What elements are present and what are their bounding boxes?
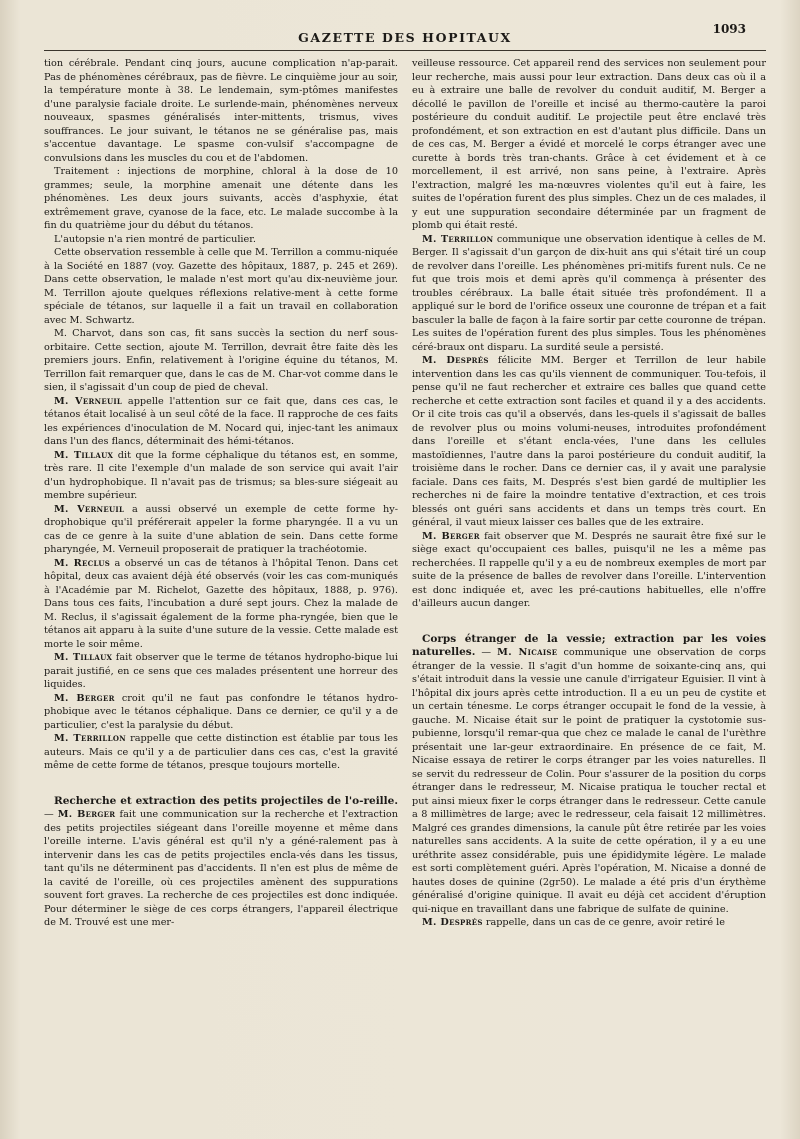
- paragraph: [44, 732, 398, 773]
- paragraph: [44, 327, 398, 395]
- speaker-name: M. Nicaise: [497, 647, 558, 658]
- paragraph-text: Traitement : injections de morphine, chloral à la dose de 10 grammes; seule, la morphine amenait une détente dans les phénomènes. Les deux jours suivants, accès d'asphyxie, état extrêmement grave, cyanose de la face, etc. Le malade succombe à la fin du quatrième jour du début du tétanos.: [44, 166, 398, 231]
- paragraph: [412, 530, 766, 611]
- speaker-name: M. Berger: [57, 809, 116, 820]
- paragraph: [44, 165, 398, 233]
- paragraph-text: croit qu'il ne faut pas confondre le tétanos hydro-phobique avec le tétanos céphalique. Dans ce dernier, ce qu'il y a de particulier, c'est la paralysie du début.: [44, 692, 398, 731]
- paragraph: [412, 57, 766, 233]
- paragraph-text: communique une observation de corps étranger de la vessie. Il s'agit d'un homme de soixante-cinq ans, qui s'était introduit dans la vessie une canule d'irrigateur Eguisier. Il vint à l'hôpital dix jours après cette introduction. Il a eu un peu de cystite et un certain ténesme. Le corps étranger occupait le fond de la vessie, à gauche. M. Nicaise était sur le point de pratiquer la cystotomie sus-pubienne, lorsqu'il remar-qua que chez ce malade le canal de l'urèthre présentait une lar-geur extraordinaire. En présence de ce fait, M. Nicaise essaya de retirer le corps étranger par les voies naturelles. Il se servit du redresseur de Colin. Pour s'assurer de la position du corps étranger dans le redresseur, M. Nicaise pratiqua le toucher rectal et put ainsi mieux fixer le corps étranger dans le redresseur. Cette canule a 8 millimètres de large; avec le redresseur, cela faisait 12 millimètres. Malgré ces grandes dimensions, la canule pût être retirée par les voies naturelles sans accidents. A la suite de cette opération, il y a eu une uréthrite assez considérable, puis une épididymite légère. Le malade est sorti complètement guéri. Après l'opération, M. Nicaise a donné de hautes doses de quinine (2gr50). Le malade a été pris d'un érythème généralisé d'origine quinique. Il avait eu déjà cet accident d'éruption qui-nique en travaillant dans une fabrique de sulfate de quinine.: [412, 647, 766, 915]
- paragraph-text: fait observer que le terme de tétanos hydropho-bique lui parait justifié, en ce sens que ces malades présentent une horreur des liquides.: [44, 652, 398, 690]
- paragraph: [44, 692, 398, 733]
- paragraph-text: dit que la forme céphalique du tétanos est, en somme, très rare. Il cite l'exemple d'un malade de son service qui avait l'air d'un hydrophobique. Il n'avait pas de trismus; sa bles-sure siégeait au membre supérieur.: [44, 449, 398, 501]
- paragraph: [44, 651, 398, 692]
- page-header: [44, 0, 766, 50]
- section-gap: [412, 611, 766, 633]
- paragraph: [44, 449, 398, 503]
- speaker-name: M. Berger: [54, 692, 115, 704]
- paragraph-text: M. Charvot, dans son cas, fit sans succès la section du nerf sous-orbitaire. Cette section, ajoute M. Terrillon, devrait être faite dès les premiers jours. Enfin, relativement à l'origine équine du tétanos, M. Terrillon fait remarquer que, dans le cas de M. Char-vot comme dans le sien, il s'agissait d'un coup de pied de cheval.: [44, 328, 398, 393]
- section-paragraph: Recherche et extraction des petits projectiles de l'o-reille. — M. Berger fait une communication sur la recherche et l'extraction des petits projectiles siégeant dans l'oreille moyenne et même dans l'oreille interne. L'avis général est qu'il n'y a géné-ralement pas à intervenir dans les cas de petits projectiles encla-vés dans les tissus, tant qu'ils ne déterminent pas d'accidents. Il n'en est plus de même de la cavité de l'oreille, où ces projectiles amènent des suppurations souvent fort graves. La recherche de ces projectiles est donc indiquée. Pour déterminer le siège de ces corps étrangers, l'appareil électrique de M. Trouvé est une mer-: [44, 794, 398, 928]
- paragraph-text: rappelle que cette distinction est établie par tous les auteurs. Mais ce qu'il y a de particulier dans ces cas, c'est la gravité même de cette forme de tétanos, presque toujours mortelle.: [44, 733, 398, 771]
- page-number: 1093: [712, 22, 746, 36]
- speaker-name: M. Tillaux: [54, 652, 113, 663]
- paragraph-text: L'autopsie n'a rien montré de particulier.: [54, 233, 256, 245]
- speaker-name: M. Terrillon: [54, 733, 126, 744]
- speaker-name: M. Verneuil: [54, 395, 123, 407]
- speaker-name: M. Després: [422, 917, 483, 928]
- paragraph: [44, 557, 398, 652]
- paragraph-text: fait observer que M. Després ne saurait être fixé sur le siège exact qu'occupaient ces balles, puisqu'il ne les a même pas recherchées. Il rappelle qu'il y a eu de nombreux exemples de mort par suite de la présence de balles de revolver dans l'oreille. L'intervention est donc indiquée et, avec les pré-cautions habituelles, elle n'offre d'ailleurs aucun danger.: [412, 530, 766, 609]
- paragraph: [412, 354, 766, 530]
- left-column: [44, 57, 398, 1127]
- speaker-name: M. Verneuil: [54, 503, 125, 515]
- section-heading: Corps étranger de la vessie; extraction par les voies naturelles.: [412, 632, 766, 658]
- paragraph: [412, 916, 766, 930]
- speaker-name: M. Berger: [422, 530, 480, 542]
- paragraph-text: tion cérébrale. Pendant cinq jours, aucune complication n'ap-parait. Pas de phénomènes cérébraux, pas de fièvre. Le cinquième jour au soir, la température monte à 38. Le lendemain, sym-ptômes manifestes d'une paralysie faciale droite. Le surlende-main, phénomènes nerveux nouveaux, spasmes généralisés inter-mittents, trismus, vives souffrances. Le jour suivant, le tétanos ne se généralise pas, mais s'accentue davantage. Le spasme con-vulsif s'accompagne de convulsions dans les muscles du cou et de l'abdomen.: [44, 58, 398, 164]
- paragraph-text: veilleuse ressource. Cet appareil rend des services non seulement pour leur recherche, mais aussi pour leur extraction. Dans deux cas où il a eu à extraire une balle de revolver du conduit auditif, M. Berger a décollé le pavillon de l'oreille et incisé au thermo-cautère la paroi postérieure du conduit auditif. Le projectile peut être enclavé très profondément, et son extraction en est d'autant plus difficile. Dans un de ces cas, M. Berger a évidé et morcelé le corps étranger avec une curette à bords très tran-chants. Grâce à cet évidement et à ce morcellement, il est arrivé, non sans peine, à l'extraire. Après l'extraction, malgré les ma-nœuvres violentes qu'il eut à faire, les suites de l'opération furent des plus simples. Chez un de ces malades, il y eut une suppuration secondaire déterminée par un fragment de plomb qui était resté.: [412, 58, 766, 231]
- speaker-name: M. Després: [422, 355, 489, 366]
- paragraph: [44, 57, 398, 165]
- speaker-name: M. Tillaux: [54, 449, 114, 461]
- paragraph-text: fait une communication sur la recherche et l'extraction des petits projectiles siégeant dans l'oreille moyenne et même dans l'oreille interne. L'avis général est qu'il n'y a géné-ralement pas à intervenir dans les cas de petits projectiles encla-vés dans les tissus, tant qu'ils ne déterminent pas d'accidents. Il n'en est plus de même de la cavité de l'oreille, où ces projectiles amènent des suppurations souvent fort graves. La recherche de ces projectiles est donc indiquée. Pour déterminer le siège de ces corps étrangers, l'appareil électrique de M. Trouvé est une mer-: [44, 809, 398, 928]
- paragraph-text: communique une observation identique à celles de M. Berger. Il s'agissait d'un garçon de dix-huit ans qui s'était tiré un coup de revolver dans l'oreille. Les phénomènes pri-mitifs furent nuls. Ce ne fut que trois mois et demi après qu'il commença à présenter des troubles cérébraux. La balle était située très profondément. Il a appliqué sur le bord de l'orifice osseux une couronne de trépan et a fait basculer la balle de façon à la faire sortir par cette couronne de trépan. Les suites de l'opération furent des plus simples. Tous les phénomènes céré-braux ont disparu. La surdité seule a persisté.: [412, 233, 766, 353]
- journal-title: GAZETTE DES HOPITAUX: [298, 30, 512, 45]
- paragraph: [44, 503, 398, 557]
- paragraph-text: Cette observation ressemble à celle que M. Terrillon a commu-niquée à la Société en 1887 (voy. Gazette des hôpitaux, 1887, p. 245 et 269). Dans cette observation, le malade n'est mort qu'au dix-neuvième jour. M. Terrillon ajoute quelques réflexions relative-ment à cette forme spéciale de tétanos, sur laquelle il a fait un travail en collaboration avec M. Schwartz.: [44, 247, 398, 326]
- paragraph: [412, 233, 766, 355]
- section-gap: [44, 773, 398, 795]
- section-heading: Recherche et extraction des petits projectiles de l'o-reille.: [54, 794, 398, 807]
- speaker-name: M. Reclus: [54, 557, 111, 569]
- article-columns: [44, 57, 766, 1127]
- speaker-name: M. Terrillon: [422, 233, 494, 245]
- paragraph-text: rappelle, dans un cas de ce genre, avoir retiré le: [482, 917, 725, 928]
- right-column: [412, 57, 766, 1127]
- paragraph: [44, 246, 398, 327]
- section-paragraph: Corps étranger de la vessie; extraction par les voies naturelles. — M. Nicaise communique une observation de corps étranger de la vessie. Il s'agit d'un homme de soixante-cinq ans, qui s'était introduit dans la vessie une canule d'irrigateur Eguisier. Il vint à l'hôpital dix jours après cette introduction. Il a eu un peu de cystite et un certain ténesme. Le corps étranger occupait le fond de la vessie, à gauche. M. Nicaise était sur le point de pratiquer la cystotomie sus-pubienne, lorsqu'il remar-qua que chez ce malade le canal de l'urèthre présentait une lar-geur extraordinaire. En présence de ce fait, M. Nicaise essaya de retirer le corps étranger par les voies naturelles. Il se servit du redresseur de Colin. Pour s'assurer de la position du corps étranger dans le redresseur, M. Nicaise pratiqua le toucher rectal et put ainsi mieux fixer le corps étranger dans le redresseur. Cette canule a 8 millimètres de large; avec le redresseur, cela faisait 12 millimètres. Malgré ces grandes dimensions, la canule pût être retirée par les voies naturelles sans accidents. A la suite de cette opération, il y a eu une uréthrite assez considérable, puis une épididymite légère. Le malade est sorti complètement guéri. Après l'opération, M. Nicaise a donné de hautes doses de quinine (2gr50). Le malade a été pris d'un érythème généralisé d'origine quinique. Il avait eu déjà cet accident d'éruption qui-nique en travaillant dans une fabrique de sulfate de quinine.: [412, 632, 766, 915]
- paragraph: [44, 233, 398, 247]
- paragraph-text: félicite MM. Berger et Terrillon de leur habile intervention dans les cas qu'ils viennent de communiquer. Tou-tefois, il pense qu'il ne faut rechercher et extraire ces balles que quand cette recherche et cette extraction sont faciles et quand il y a des accidents. Or il cite trois cas qu'il a observés, dans les-quels il s'agissait de balles de revolver plus ou moins volumi-neuses, introduites profondément dans l'oreille et s'étant encla-vées, l'une dans les cellules mastoïdiennes, l'autre dans la paroi postérieure du conduit auditif, la troisième dans le rocher. Dans ce dernier cas, il y avait une paralysie faciale. Dans ces faits, M. Després s'est bien gardé de multiplier les recherches ni de faire la moindre tentative d'extraction, et ces trois blessés ont guéri sans accidents et dans un temps très court. En général, il vaut mieux laisser ces balles que de les extraire.: [412, 355, 766, 528]
- paragraph: [44, 395, 398, 449]
- paragraph-text: appelle l'attention sur ce fait que, dans ces cas, le tétanos était localisé à un seul côté de la face. Il rapproche de ces faits les expériences d'inoculation de M. Nocard qui, injec-tant les animaux dans l'un des flancs, déterminait des hémi-tétanos.: [44, 395, 398, 447]
- paragraph-text: a observé un cas de tétanos à l'hôpital Tenon. Dans cet hôpital, deux cas avaient déjà été observés (voir les cas com-muniqués à l'Académie par M. Richelot, Gazette des hôpitaux, 1888, p. 976). Dans tous ces faits, l'incubation a duré sept jours. Chez la malade de M. Reclus, il s'agissait également de la forme pha-ryngée, bien que le tétanos ait apparu à la suite d'une suture de la vessie. Cette malade est morte le soir même.: [44, 557, 398, 650]
- header-rule: [44, 50, 766, 51]
- paragraph-text: a aussi observé un exemple de cette forme hy-drophobique qu'il préférerait appeler la forme pharyngée. Il a vu un cas de ce genre à la suite d'une ablation de sein. Dans cette forme pharyngée, M. Verneuil proposerait de pratiquer la trachéotomie.: [44, 503, 398, 555]
